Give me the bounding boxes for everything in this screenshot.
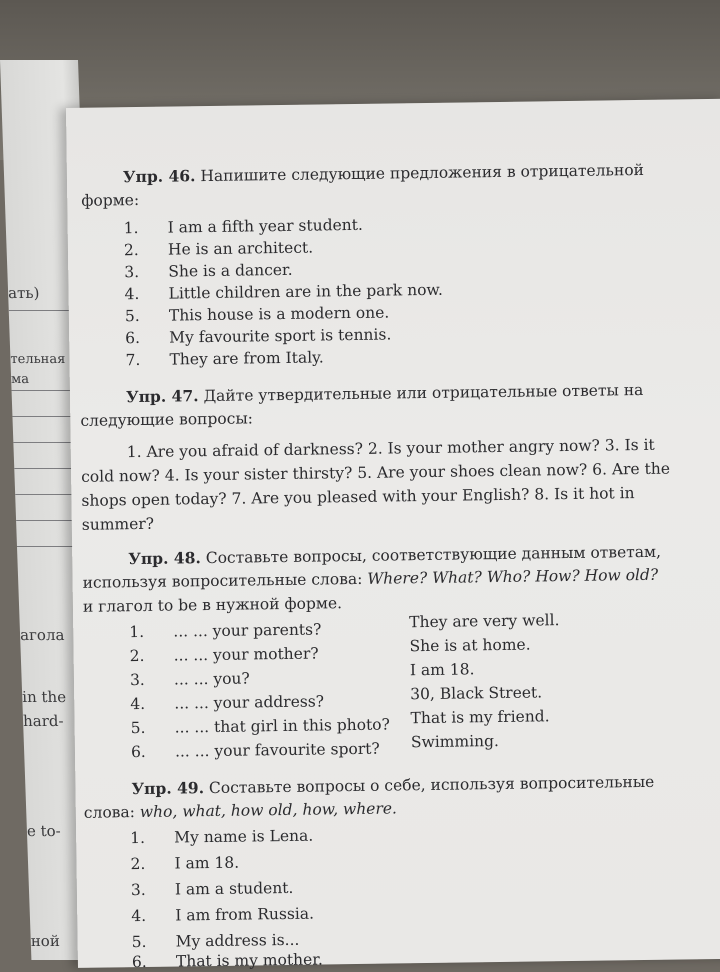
ex46-item-number: 2. [123, 240, 139, 260]
ex48-item-number: 3. [129, 670, 145, 690]
ex47-question-line: shops open today? 7. Are you pleased with your English? 8. Is it hot in [81, 484, 635, 510]
left-fragment: ма [10, 372, 30, 387]
ex46-item-text: This house is a modern one. [168, 303, 390, 325]
page-content [66, 99, 720, 972]
ex48-title-3: и глагол to be в нужной форме. [82, 594, 343, 616]
ex49-title-2-prefix: слова: [83, 803, 140, 822]
ex48-title-2-prefix: используя вопросительные слова: [82, 569, 368, 592]
ex49-item-text: My name is Lena. [174, 826, 314, 847]
ex48-item-number: 6. [130, 742, 146, 762]
ex49-title-1: Составьте вопросы о себе, используя вопросительные [208, 772, 655, 798]
ex48-item-number: 5. [130, 718, 146, 738]
left-fragment: ать) [7, 284, 40, 302]
left-fragment: агола [19, 626, 65, 644]
ex47-question-line: summer? [81, 514, 155, 534]
ex46-heading [123, 162, 644, 186]
ex48-item-question: ... ... your favourite sport? [174, 739, 380, 761]
ex46-item-text: She is a dancer. [168, 260, 293, 281]
left-fragment: e to- [26, 822, 62, 840]
ex47-title-1: Дайте утвердительные или отрицательные ответы на [203, 380, 644, 406]
ex47-title-2: следующие вопросы: [80, 409, 254, 430]
ex46-item-number: 4. [124, 284, 140, 304]
ex48-item-number: 2. [129, 646, 145, 666]
ex46-item-text: My favourite sport is tennis. [169, 325, 392, 347]
ex46-item-text: I am a fifth year student. [167, 215, 363, 237]
ex48-item-question: ... ... that girl in this photo? [174, 715, 390, 737]
ex48-item-answer: That is my friend. [410, 707, 550, 728]
ex46-label: Упр. 46. [122, 166, 196, 187]
ex48-item-question: ... ... your address? [174, 692, 325, 713]
ex48-item-answer: I am 18. [409, 660, 475, 680]
ex46-title-2: форме: [81, 190, 140, 210]
ex49-item-number: 2. [130, 854, 146, 874]
ex49-item-text: I am 18. [174, 853, 240, 873]
ex47-heading [126, 382, 644, 406]
left-fragment: тельная [10, 352, 66, 367]
ex46-item-text: Little children are in the park now. [168, 280, 443, 303]
ex47-question-line: cold now? 4. Is your sister thirsty? 5. Are your shoes clean now? 6. Are the [81, 459, 671, 486]
ex49-item-text: My address is... [175, 930, 300, 951]
ex48-item-answer: Swimming. [410, 732, 500, 752]
left-fragment: hard- [22, 712, 64, 730]
ex46-item-text: He is an architect. [167, 238, 314, 259]
ex49-title-2 [84, 801, 397, 821]
ex49-item-text: I am a student. [174, 878, 294, 899]
ex49-item-text: That is my mother. [175, 950, 324, 971]
ex48-item-question: ... ... your parents? [173, 620, 322, 641]
ex48-item-number: 1. [129, 622, 145, 642]
ex48-title-2 [82, 565, 659, 592]
ex49-question-words: who, what, how old, how, where. [139, 799, 398, 822]
ex46-item-number: 1. [123, 219, 139, 238]
ex49-label: Упр. 49. [131, 778, 205, 799]
book-page [66, 99, 720, 972]
ex46-item-text: They are from Italy. [169, 348, 324, 369]
ex46-item-number: 7. [125, 350, 141, 370]
left-fragment: in the [21, 688, 67, 706]
ex48-item-question: ... ... your mother? [173, 644, 319, 665]
ex49-item-number: 5. [131, 932, 147, 952]
ex48-label: Упр. 48. [128, 548, 201, 569]
ex48-item-question: ... ... you? [173, 669, 250, 689]
ex46-title-1: Напишите следующие предложения в отрицательной [200, 160, 645, 186]
ex49-item-number: 6. [131, 952, 147, 972]
ex48-item-answer: 30, Black Street. [410, 683, 543, 704]
ex48-item-number: 4. [130, 694, 146, 714]
ex48-item-answer: They are very well. [409, 611, 560, 632]
ex47-question-line: 1. Are you afraid of darkness? 2. Is your mother angry now? 3. Is it [126, 435, 655, 462]
ex47-label: Упр. 47. [125, 386, 199, 407]
ex46-item-number: 3. [124, 262, 140, 282]
ex48-question-words: Where? What? Who? How? How old? [367, 565, 659, 588]
ex49-heading [131, 774, 654, 798]
left-fragment: ной [30, 932, 61, 950]
ex49-item-number: 4. [131, 906, 147, 926]
ex46-item-number: 5. [124, 306, 140, 326]
ex49-item-number: 1. [130, 828, 146, 848]
ex48-item-answer: She is at home. [409, 635, 531, 656]
ex49-item-text: I am from Russia. [175, 904, 315, 925]
ex46-item-number: 6. [125, 328, 141, 348]
ex49-item-number: 3. [130, 880, 146, 900]
ex48-title-1: Составьте вопросы, соответствующие данным ответам, [205, 542, 662, 568]
ex48-heading [128, 544, 661, 568]
